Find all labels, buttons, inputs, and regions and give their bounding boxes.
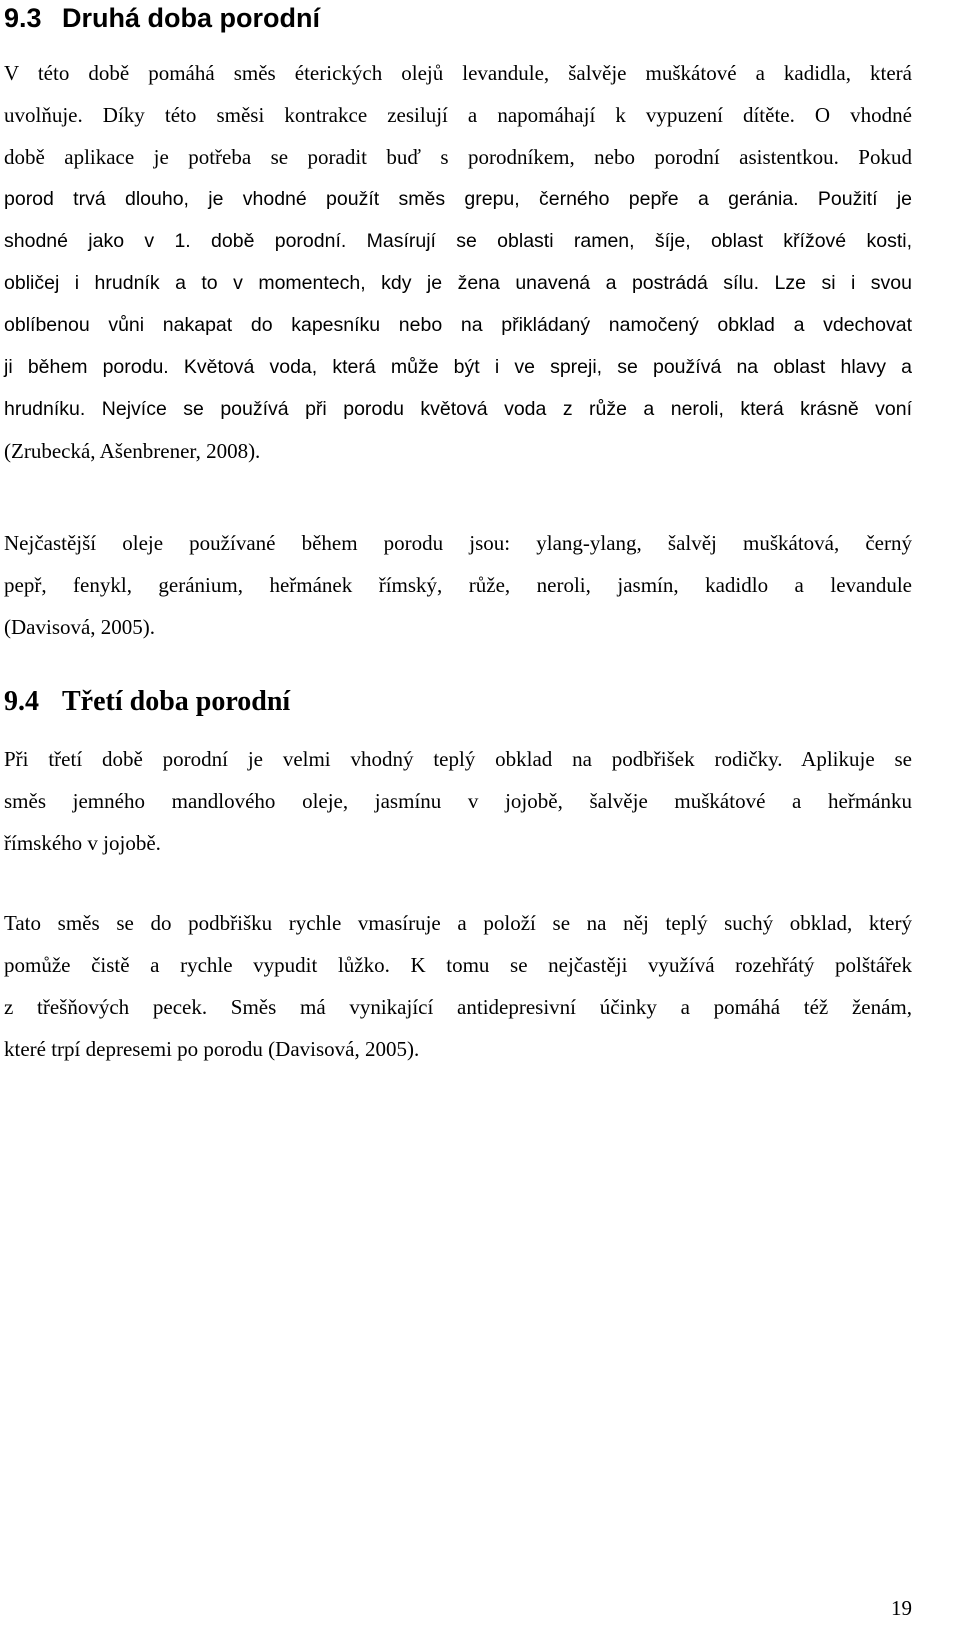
text-line: pomůže čistě a rychle vypudit lůžko. K tomu se nejčastěji využívá rozehřátý polštářek <box>4 953 912 977</box>
text-line: ji během porodu. Květová voda, která může být i ve spreji, se používá na oblast hlavy a <box>4 356 912 378</box>
text-line: (Zrubecká, Ašenbrener, 2008). <box>4 439 261 463</box>
paragraph-common-oils <box>4 522 912 648</box>
text-line: uvolňuje. Díky této směsi kontrakce zesilují a napomáhají k vypuzení dítěte. O vhodné <box>4 103 912 127</box>
text-line: Při třetí době porodní je velmi vhodný teplý obklad na podbřišek rodičky. Aplikuje se <box>4 747 912 771</box>
text-line: oblíbenou vůni nakapat do kapesníku nebo na přikládaný namočený obklad a vdechovat <box>4 314 912 336</box>
text-line: době aplikace je potřeba se poradit buď s porodníkem, nebo porodní asistentkou. Pokud <box>4 145 912 169</box>
section-heading-9-4 <box>4 686 290 718</box>
text-line: porod trvá dlouho, je vhodné použít směs grepu, černého pepře a geránia. Použití je <box>4 188 912 210</box>
text-line: Tato směs se do podbřišku rychle vmasíruje a položí se na něj teplý suchý obklad, který <box>4 911 912 935</box>
text-line: obličej i hrudník a to v momentech, kdy je žena unavená a postrádá sílu. Lze si i svou <box>4 272 912 294</box>
text-line: shodné jako v 1. době porodní. Masírují se oblasti ramen, šíje, oblast křížové kosti, <box>4 230 912 252</box>
text-line: z třešňových pecek. Směs má vynikající antidepresivní účinky a pomáhá též ženám, <box>4 995 912 1019</box>
section-heading-9-3 <box>4 2 320 34</box>
section-number: 9.3 <box>4 3 42 33</box>
page-number: 19 <box>891 1596 912 1620</box>
text-line: (Davisová, 2005). <box>4 615 156 639</box>
section-title: Druhá doba porodní <box>62 3 320 33</box>
text-line: směs jemného mandlového oleje, jasmínu v jojobě, šalvěje muškátové a heřmánku <box>4 789 912 813</box>
text-line: pepř, fenykl, geránium, heřmánek římský, růže, neroli, jasmín, kadidlo a levandule <box>4 573 912 597</box>
paragraph-second-stage-oils <box>4 52 912 472</box>
text-line: V této době pomáhá směs éterických olejů levandule, šalvěje muškátové a kadidla, která <box>4 61 912 85</box>
paragraph-massage-and-effects <box>4 902 912 1070</box>
text-line: hrudníku. Nejvíce se používá při porodu květová voda z růže a neroli, která krásně voní <box>4 398 912 420</box>
section-title: Třetí doba porodní <box>62 686 291 717</box>
text-line: které trpí depresemi po porodu (Davisová, 2005). <box>4 1037 420 1061</box>
paragraph-third-stage-compress <box>4 738 912 864</box>
text-line: Nejčastější oleje používané během porodu jsou: ylang-ylang, šalvěj muškátová, černý <box>4 531 912 555</box>
text-line: římského v jojobě. <box>4 831 161 855</box>
section-number: 9.4 <box>4 686 39 717</box>
